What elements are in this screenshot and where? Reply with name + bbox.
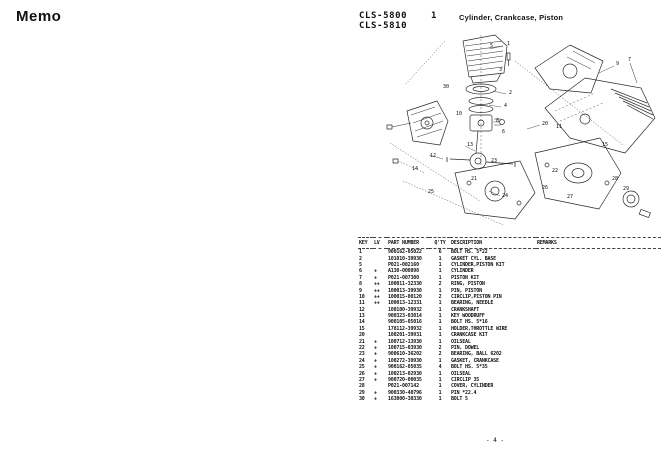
cell-lv: + <box>374 345 377 352</box>
cell-lv <box>373 249 387 256</box>
cell-part: 900162-05022 <box>388 249 422 256</box>
cell-qty: 2 <box>438 345 442 352</box>
section-number: 1 <box>431 11 437 21</box>
diagram-callout: 10 <box>456 111 463 117</box>
cell-lv: + <box>374 338 377 345</box>
cell-remarks <box>536 249 661 256</box>
cell-key: 26 <box>359 370 365 377</box>
cell-desc: COVER, CYLINDER <box>451 383 494 390</box>
col-key: KEY <box>358 238 373 249</box>
cell-qty: 2 <box>438 351 442 358</box>
cell-qty: 6 <box>438 249 442 256</box>
cell-key: 6 <box>359 268 362 275</box>
cell-desc: BOLT 5 <box>451 396 468 403</box>
cell-desc: RING, PISTON <box>451 281 485 288</box>
cell-part: 100201-39931 <box>388 332 422 339</box>
cell-qty: 1 <box>438 287 442 294</box>
diagram-callout: 30 <box>443 84 450 90</box>
cell-desc: BOLT HS. 5*22 <box>451 249 488 256</box>
cell-lv: + <box>374 351 377 358</box>
cell-key: 2 <box>359 255 362 262</box>
cell-key: 29 <box>359 389 365 396</box>
parts-table-header <box>358 238 661 249</box>
cell-lv: + <box>374 377 377 383</box>
cell-part: 900162-05035 <box>388 364 422 371</box>
diagram-callout: 12 <box>430 153 437 159</box>
cell-part: 178112-39932 <box>388 325 422 332</box>
col-description: DESCRIPTION <box>450 238 536 249</box>
parts-table <box>358 237 661 402</box>
cell-qty: 1 <box>438 306 442 313</box>
cell-qty: 1 <box>438 389 442 396</box>
cell-part: 100100-39932 <box>388 306 422 313</box>
cell-qty: 1 <box>438 300 442 307</box>
cell-qty: 2 <box>438 281 442 288</box>
cell-part: 900330-40796 <box>388 389 422 396</box>
parts-table-body <box>358 249 661 403</box>
cell-desc: CIRCLIP,PISTON PIN <box>451 293 502 300</box>
diagram-callout: 3 <box>499 67 503 73</box>
cell-desc: CIRCLIP 35 <box>451 377 480 383</box>
diagram-callout: 8 <box>496 118 500 124</box>
cell-lv: + <box>374 268 377 275</box>
cell-key: 11 <box>359 300 365 307</box>
diagram-callout: 23 <box>491 158 498 164</box>
cell-part: 900610-36202 <box>388 351 422 358</box>
cell-key: 20 <box>359 332 365 339</box>
cell-qty: 1 <box>438 319 442 326</box>
cell-key: 24 <box>359 357 365 364</box>
cell-key: 12 <box>359 306 365 313</box>
cell-key: 30 <box>359 396 365 403</box>
diagram-callout: 29 <box>623 186 630 192</box>
diagram-callout: 1 <box>507 41 511 47</box>
cell-part: 100013-12331 <box>388 300 422 307</box>
cell-qty: 2 <box>438 293 442 300</box>
model-numbers <box>359 11 407 31</box>
cell-key: 28 <box>359 383 365 390</box>
cell-part: 900720-00035 <box>388 377 422 383</box>
cell-qty: 1 <box>438 338 442 345</box>
model-number-2: CLS-5810 <box>359 21 408 31</box>
cell-desc: PIN *22.4 <box>451 389 477 396</box>
cell-key: 1 <box>359 249 362 256</box>
cell-part: 900105-05016 <box>388 319 422 326</box>
cell-desc: PIN, DOWEL <box>451 345 480 352</box>
cell-desc: KEY WOODRUFF <box>451 313 485 320</box>
diagram-callout: 7 <box>628 57 632 63</box>
cell-qty: 1 <box>438 383 442 390</box>
diagram-callout: 9 <box>616 61 620 67</box>
diagram-callout: 26 <box>542 185 549 191</box>
cell-desc: BOLT HS. 5*35 <box>451 364 488 371</box>
cell-key: 7 <box>359 274 362 281</box>
diagram-callout: 5 <box>490 43 494 49</box>
diagram-callout: 6 <box>502 129 506 135</box>
cell-qty: 1 <box>438 255 442 262</box>
cell-part: 900323-03014 <box>388 313 422 320</box>
section-title: Cylinder, Crankcase, Piston <box>459 13 564 22</box>
page-number: - 4 - <box>485 437 505 444</box>
cell-desc: OILSEAL <box>451 370 471 377</box>
cell-lv: ++ <box>374 287 380 294</box>
diagram-callout: 25 <box>428 189 435 195</box>
diagram-callout: 22 <box>552 168 559 174</box>
cell-part: 163000-30330 <box>388 396 422 403</box>
cell-part: 100272-39930 <box>388 357 422 364</box>
cell-part: 100015-00120 <box>388 293 422 300</box>
memo-title: Memo <box>16 8 62 25</box>
cell-desc: CYLINDER <box>451 268 474 275</box>
cell-desc: GASKET CYL. BASE <box>451 255 496 262</box>
diagram-callout: 21 <box>471 176 478 182</box>
diagram-callout: 14 <box>412 166 419 172</box>
cell-desc: BOLT HS. 5*16 <box>451 319 488 326</box>
diagram-callout: 13 <box>467 142 474 148</box>
header-row <box>358 238 661 249</box>
col-qty: Q'TY <box>429 238 450 249</box>
table-row <box>358 396 661 402</box>
diagram-callout: 24 <box>502 193 509 199</box>
cell-qty: 1 <box>438 268 442 275</box>
cell-desc: PIN, PISTON <box>451 287 482 294</box>
cell-part: 100213-02930 <box>388 370 422 377</box>
cell-part: P021-007142 <box>388 383 419 390</box>
cell-qty: 1 <box>438 332 442 339</box>
cell-desc: BEARING, BALL 6202 <box>451 351 502 358</box>
cell-part: 100011-32330 <box>388 281 422 288</box>
diagram-callout: 15 <box>602 142 609 148</box>
cell-qty: 4 <box>438 364 442 371</box>
diagram-callout: 4 <box>504 103 508 109</box>
cell-key: 10 <box>359 293 365 300</box>
diagram-callout: 20 <box>542 121 549 127</box>
diagram-callout: 2 <box>509 90 513 96</box>
cell-key: 21 <box>359 338 365 345</box>
cell-part: P021-002160 <box>388 261 419 268</box>
cell-key: 14 <box>359 319 365 326</box>
cell-lv: + <box>374 389 377 396</box>
cell-qty: 1 <box>438 313 442 320</box>
model-number-1: CLS-5800 <box>359 11 408 21</box>
cell-key: 15 <box>359 325 365 332</box>
diagram-callout: 27 <box>567 194 574 200</box>
cell-lv: ++ <box>374 293 380 300</box>
cell-desc: GASKET, CRANKCASE <box>451 357 499 364</box>
cell-desc: BEARING, NEEDLE <box>451 300 494 307</box>
diagram-callout: 11 <box>556 124 563 130</box>
cell-lv: ++ <box>374 281 380 288</box>
cell-desc: OILSEAL <box>451 338 471 345</box>
cell-lv: + <box>374 274 377 281</box>
cell-part: 101010-39930 <box>388 255 422 262</box>
cell-part: 100715-03930 <box>388 345 422 352</box>
cell-qty: 1 <box>438 274 442 281</box>
cell-desc: CRANKCASE KIT <box>451 332 488 339</box>
col-remarks: REMARKS <box>536 238 661 249</box>
cell-lv: + <box>374 364 377 371</box>
cell-lv: + <box>374 357 377 364</box>
cell-key: 25 <box>359 364 365 371</box>
cell-part: 100712-13930 <box>388 338 422 345</box>
cell-qty: 1 <box>438 357 442 364</box>
exploded-diagram <box>385 33 657 235</box>
cell-key: 5 <box>359 261 362 268</box>
cell-desc: PISTON KIT <box>451 274 480 281</box>
cell-key: 27 <box>359 377 365 383</box>
cell-key: 8 <box>359 281 362 288</box>
cell-key: 9 <box>359 287 362 294</box>
cell-qty: 1 <box>438 325 442 332</box>
cell-qty: 1 <box>438 396 442 403</box>
cell-desc: CRANKSHAFT <box>451 306 480 313</box>
cell-lv: ++ <box>374 300 380 307</box>
cell-key: 23 <box>359 351 365 358</box>
cell-qty: 1 <box>438 261 442 268</box>
cell-remarks <box>536 396 661 402</box>
col-part-number: PART NUMBER <box>387 238 429 249</box>
cell-key: 22 <box>359 345 365 352</box>
cell-desc: CYLINDER,PISTON KIT <box>451 261 505 268</box>
cell-lv: + <box>374 370 377 377</box>
cell-part: 100013-39930 <box>388 287 422 294</box>
table-row <box>358 249 661 256</box>
col-lv: LV <box>373 238 387 249</box>
cell-qty: 1 <box>438 370 442 377</box>
cell-key: 13 <box>359 313 365 320</box>
cell-part: A130-000890 <box>388 268 419 275</box>
cell-qty: 1 <box>438 377 442 383</box>
diagram-callout: 28 <box>612 176 619 182</box>
cell-desc: HOLDER,THROTTLE WIRE <box>451 325 508 332</box>
cell-part: P021-007300 <box>388 274 419 281</box>
cell-lv: + <box>374 396 377 403</box>
